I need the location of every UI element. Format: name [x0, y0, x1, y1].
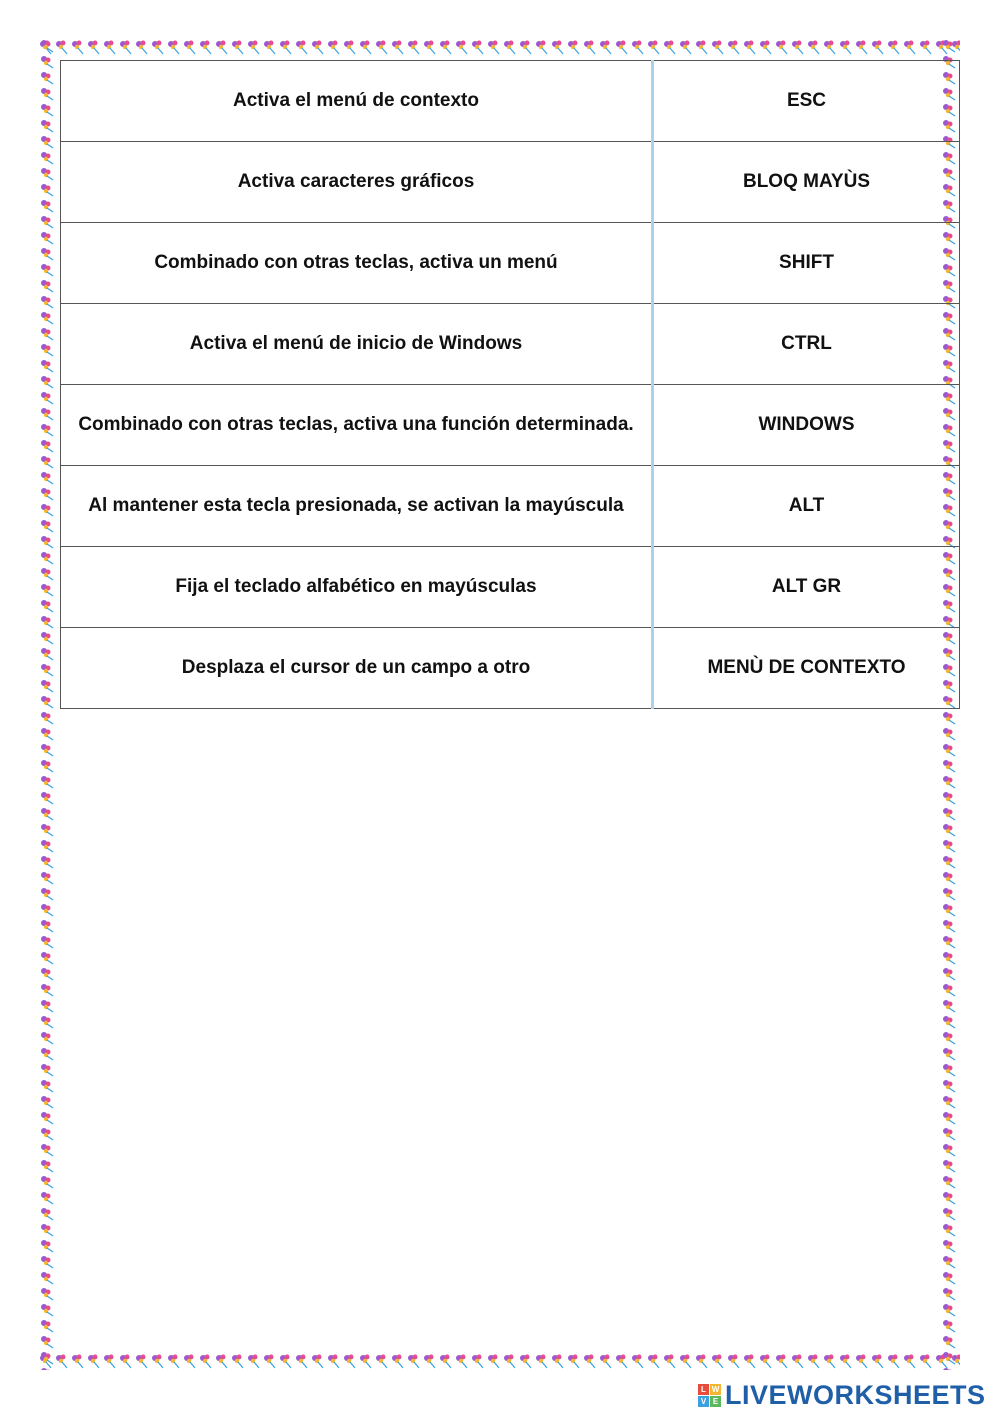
- table-row: [61, 466, 960, 547]
- description-cell: Desplaza el cursor de un campo a otro: [61, 628, 653, 709]
- liveworksheets-logo: [698, 1380, 986, 1411]
- liveworksheets-logo-text: LIVEWORKSHEETS: [725, 1380, 986, 1410]
- key-cell: ALT: [653, 466, 960, 547]
- description-cell: Activa el menú de contexto: [61, 61, 653, 142]
- logo-mark-letter: W: [711, 1384, 720, 1394]
- key-cell: WINDOWS: [653, 385, 960, 466]
- description-cell: Activa caracteres gráficos: [61, 142, 653, 223]
- liveworksheets-logo-mark: [698, 1384, 721, 1407]
- table-row: [61, 61, 960, 142]
- description-cell: Activa el menú de inicio de Windows: [61, 304, 653, 385]
- flower-border-bottom: [38, 1352, 960, 1370]
- key-cell: BLOQ MAYÙS: [653, 142, 960, 223]
- description-cell: Combinado con otras teclas, activa una función determinada.: [61, 385, 653, 466]
- key-cell: MENÙ DE CONTEXTO: [653, 628, 960, 709]
- table-row: [61, 223, 960, 304]
- table-row: [61, 142, 960, 223]
- matching-table-body: [61, 61, 960, 709]
- table-row: [61, 628, 960, 709]
- matching-table: [60, 60, 960, 709]
- table-row: [61, 304, 960, 385]
- key-cell: ALT GR: [653, 547, 960, 628]
- logo-mark-letter: V: [698, 1396, 709, 1407]
- flower-border-top: [38, 38, 960, 56]
- key-cell: ESC: [653, 61, 960, 142]
- description-cell: Fija el teclado alfabético en mayúsculas: [61, 547, 653, 628]
- description-cell: Combinado con otras teclas, activa un menú: [61, 223, 653, 304]
- logo-mark-letter: E: [710, 1396, 721, 1407]
- key-cell: SHIFT: [653, 223, 960, 304]
- logo-mark-letter: L: [698, 1384, 709, 1395]
- description-cell: Al mantener esta tecla presionada, se activan la mayúscula: [61, 466, 653, 547]
- table-row: [61, 547, 960, 628]
- key-cell: CTRL: [653, 304, 960, 385]
- table-row: [61, 385, 960, 466]
- flower-border-left: [38, 38, 56, 1370]
